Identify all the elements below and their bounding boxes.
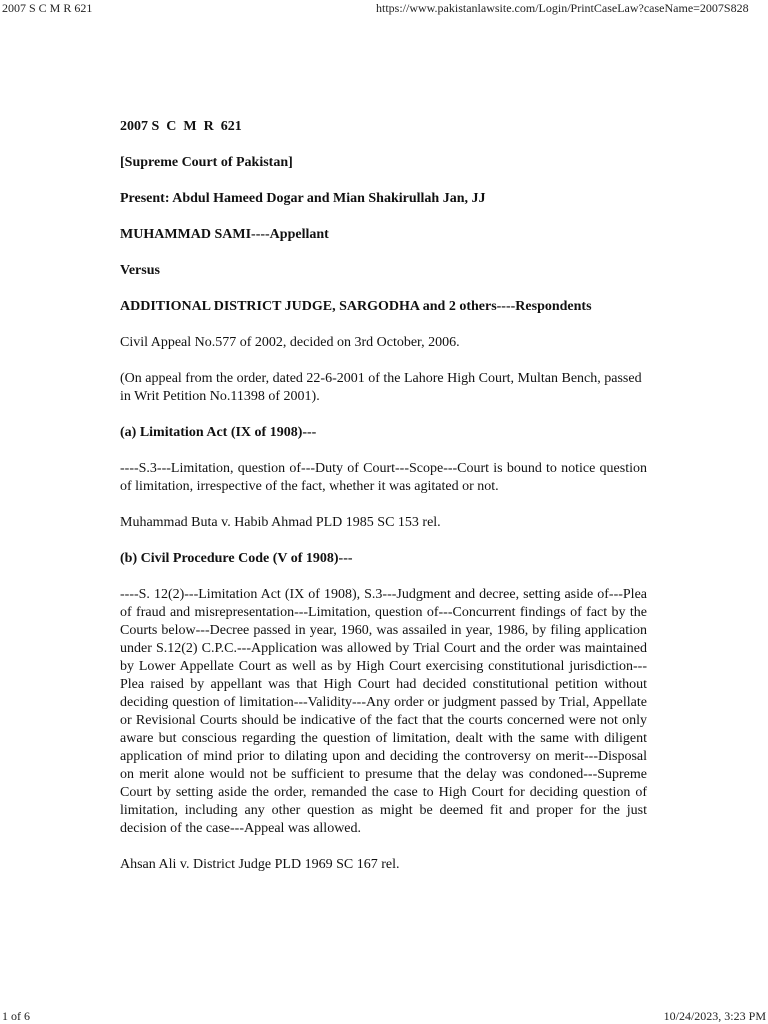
reference-a: Muhammad Buta v. Habib Ahmad PLD 1985 SC 153 rel. [120,515,441,530]
appeal-info: Civil Appeal No.577 of 2002, decided on 3rd October, 2006. [120,335,460,350]
reference-b: Ahsan Ali v. District Judge PLD 1969 SC 167 rel. [120,857,400,872]
print-header-title: 2007 S C M R 621 [2,1,93,15]
case-citation: 2007 S C M R 621 [120,119,242,134]
appellant: MUHAMMAD SAMI----Appellant [120,227,329,242]
headnote-a: ----S.3---Limitation, question of---Duty of Court---Scope---Court is bound to notice question of limitation, irrespective of the fact, whether it was agitated or not. [120,461,647,494]
case-document [120,118,647,892]
versus: Versus [120,263,160,278]
heading-limitation-act: (a) Limitation Act (IX of 1908)--- [120,425,317,440]
heading-civil-procedure-code: (b) Civil Procedure Code (V of 1908)--- [120,551,353,566]
page-number: 1 of 6 [2,1009,30,1023]
print-datetime: 10/24/2023, 3:23 PM [663,1009,766,1023]
headnote-b: ----S. 12(2)---Limitation Act (IX of 1908), S.3---Judgment and decree, setting aside of---Plea of fraud and misrepresentation---Limitation, question of---Concurrent findings of fact by the Courts below---Decree passed in year, 1960, was assailed in year, 1986, by filing application under S.12(2) C.P.C.---Application was allowed by Trial Court and the order was maintained by Lower Appellate Court as well as by High Court exercising constitutional jurisdiction---Plea raised by appellant was that High Court had decided constitutional petition without deciding question of limitation---Validity---Any order or judgment passed by Trial, Appellate or Revisional Courts should be indicative of the fact that the courts concerned were not only aware but conscious regarding the question of limitation, dealt with the same with diligent application of mind prior to dilating upon and deciding the controversy on merit---Disposal on merit alone would not be sufficient to presume that the delay was condoned---Supreme Court by setting aside the order, remanded the case to High Court for deciding question of limitation, including any other question as might be deemed fit and proper for the just decision of the case---Appeal was allowed. [120,587,647,836]
bench-present: Present: Abdul Hameed Dogar and Mian Shakirullah Jan, JJ [120,191,486,206]
court-name: [Supreme Court of Pakistan] [120,155,293,170]
respondents: ADDITIONAL DISTRICT JUDGE, SARGODHA and 2 others----Respondents [120,299,592,314]
print-header-url: https://www.pakistanlawsite.com/Login/PrintCaseLaw?caseName=2007S828 [376,1,749,15]
appeal-from: (On appeal from the order, dated 22-6-2001 of the Lahore High Court, Multan Bench, passed in Writ Petition No.11398 of 2001). [120,371,642,404]
